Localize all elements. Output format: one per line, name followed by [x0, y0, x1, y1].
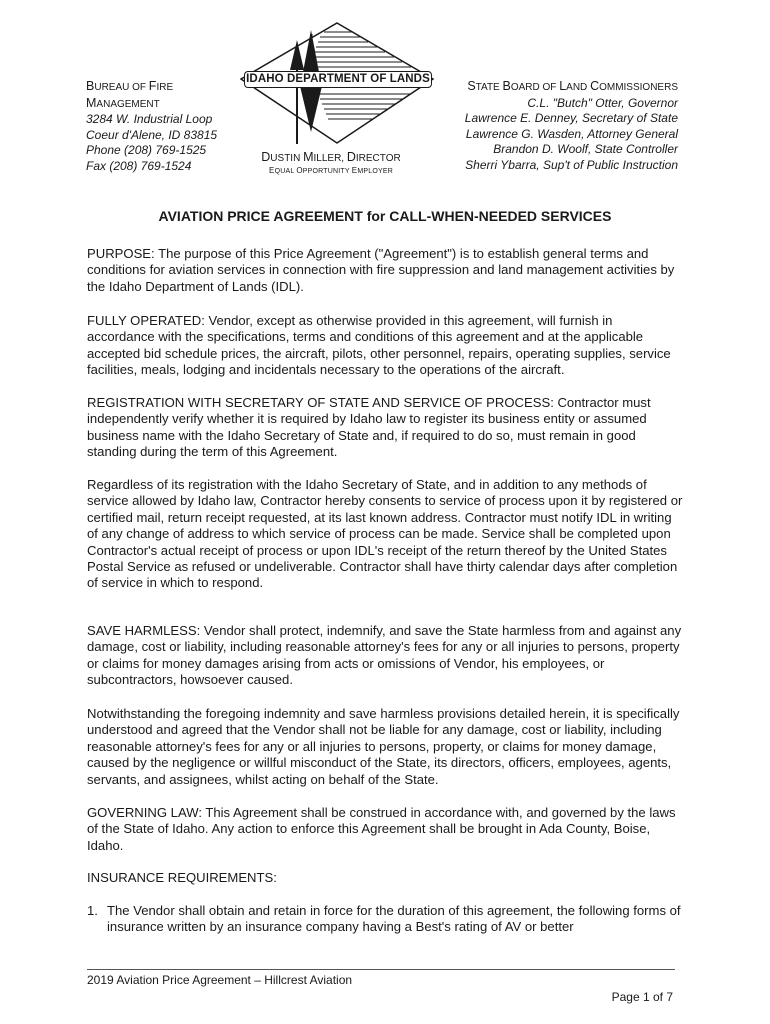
board-member-2: Lawrence E. Denney, Secretary of State: [464, 111, 678, 125]
state-board-title: STATE BOARD OF LAND COMMISSIONERS: [467, 79, 678, 93]
address-line1: 3284 W. Industrial Loop: [86, 112, 213, 126]
document-title: AVIATION PRICE AGREEMENT for CALL-WHEN-NEEDED SERVICES: [158, 208, 612, 224]
board-member-5: Sherri Ybarra, Sup't of Public Instruction: [465, 157, 678, 172]
list-text: The Vendor shall obtain and retain in force for the duration of this agreement, the following forms of insurance written by an insurance company having a Best's rating of AV or better: [107, 903, 681, 935]
purpose-paragraph: PURPOSE: The purpose of this Price Agreement ("Agreement") is to establish general terms and conditions for aviation services in connection with fire suppression and land management activities by the Idaho Department of Lands (IDL).: [87, 246, 675, 294]
footer-document-name: 2019 Aviation Price Agreement – Hillcrest Aviation: [87, 973, 353, 987]
save-harmless-paragraph: SAVE HARMLESS: Vendor shall protect, indemnify, and save the State harmless from and against any damage, cost or liability, including reasonable attorney's fees for any or all injuries to persons, property or claims for money damages arising from acts or omissions of Vendor, his employees, or subcontractors, howsoever caused.: [87, 623, 682, 688]
state-board-block: [465, 79, 678, 173]
list-number: 1.: [87, 903, 98, 918]
insurance-heading: INSURANCE REQUIREMENTS:: [87, 870, 277, 885]
footer-divider: [87, 969, 675, 970]
address-line2: Coeur d'Alene, ID 83815: [86, 127, 218, 142]
notwithstanding-paragraph: Notwithstanding the foregoing indemnity and save harmless provisions detailed herein, it is specifically understood and agreed that the Vendor shall not be liable for any damage, cost or liability, including reasonable attorney's fees for any or all injuries to persons, property, or claims for money damage, caused by the negligence or willful misconduct of the State, its directors, officers, employees, agents, servants, and assignees, whilst acting on behalf of the State.: [87, 706, 680, 787]
equal-opportunity-employer: EQUAL OPPORTUNITY EMPLOYER: [269, 166, 393, 175]
director-block: [242, 150, 420, 176]
service-of-process-paragraph: Regardless of its registration with the Idaho Secretary of State, and in addition to any methods of service allowed by Idaho law, Contractor hereby consents to service of process upon it by registered or certified mail, return receipt requested, at its last known address. Contractor must notify IDL in writing of any change of address to which service of process can be made. Service shall be completed upon Contractor's actual receipt of process or upon IDL's receipt of the return thereof by the United States Postal Service as refused or undeliverable. Contractor shall have thirty calendar days after completion of service in which to respond.: [87, 477, 683, 591]
registration-paragraph: REGISTRATION WITH SECRETARY OF STATE AND SERVICE OF PROCESS: Contractor must independently verify whether it is required by Idaho law to register its business entity or assumed business name with the Idaho Secretary of State and, if required to do so, must remain in good standing during the term of this Agreement.: [87, 395, 651, 460]
bureau-name-line2: MANAGEMENT: [86, 95, 160, 110]
governing-law-paragraph: GOVERNING LAW: This Agreement shall be construed in accordance with, and governed by the laws of the State of Idaho. Any action to enforce this Agreement shall be brought in Ada County, Boise, Idaho.: [87, 805, 676, 853]
fully-operated-paragraph: FULLY OPERATED: Vendor, except as otherwise provided in this agreement, will furnish in accordance with the specifications, terms and conditions of this agreement and at the applicable accepted bid schedule prices, the aircraft, pilots, other personnel, repairs, operating supplies, service facilities, meals, lodging and incidentals necessary to the operations of the aircraft.: [87, 313, 671, 378]
bureau-name-line1: BUREAU OF FIRE: [86, 79, 174, 93]
bureau-address-block: [86, 79, 217, 174]
insurance-list-item: [87, 903, 683, 936]
page-number: Page 1 of 7: [611, 990, 673, 1004]
director-name: DUSTIN MILLER, DIRECTOR: [261, 150, 401, 164]
fax: Fax (208) 769-1524: [86, 158, 192, 173]
board-member-4: Brandon D. Woolf, State Controller: [493, 142, 678, 156]
board-member-1: C.L. "Butch" Otter, Governor: [527, 95, 678, 110]
phone: Phone (208) 769-1525: [86, 143, 207, 157]
board-member-3: Lawrence G. Wasden, Attorney General: [465, 126, 678, 141]
logo-band: IDAHO DEPARTMENT OF LANDS: [244, 71, 432, 88]
